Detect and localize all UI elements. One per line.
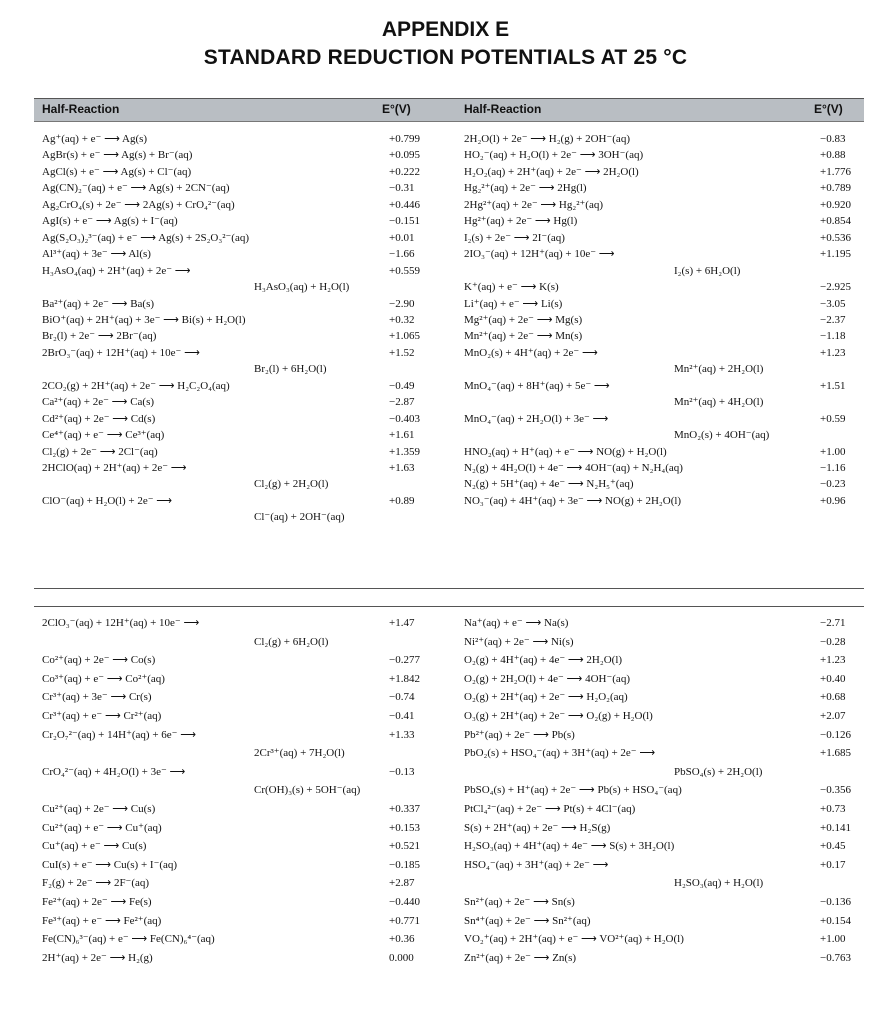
half-reaction-products: I₂(s) + 6H₂O(l) bbox=[674, 264, 741, 277]
half-reaction: Fe³⁺(aq) + e⁻ ⟶ Fe²⁺(aq) bbox=[42, 914, 162, 927]
half-reaction: Cr³⁺(aq) + e⁻ ⟶ Cr²⁺(aq) bbox=[42, 710, 162, 722]
reduction-potential: +0.789 bbox=[820, 182, 851, 195]
half-reaction: MnO₄⁻(aq) + 2H₂O(l) + 3e⁻ ⟶ bbox=[464, 412, 609, 425]
half-reaction: Mn²⁺(aq) + 2e⁻ ⟶ Mn(s) bbox=[464, 330, 583, 343]
reduction-potential: −2.90 bbox=[389, 297, 415, 310]
half-reaction: Na⁺(aq) + e⁻ ⟶ Na(s) bbox=[464, 617, 569, 629]
half-reaction: Cu²⁺(aq) + e⁻ ⟶ Cu⁺(aq) bbox=[42, 821, 162, 834]
half-reaction-products: Cl₂(g) + 2H₂O(l) bbox=[254, 478, 329, 491]
table-top-rule bbox=[34, 606, 864, 607]
reduction-potential: −0.74 bbox=[389, 691, 415, 704]
half-reaction: Br₂(l) + 2e⁻ ⟶ 2Br⁻(aq) bbox=[42, 330, 157, 343]
header-half-reaction-left: Half-Reaction bbox=[42, 102, 120, 116]
reduction-potential: −1.18 bbox=[820, 330, 846, 343]
half-reaction: O₂(g) + 4H⁺(aq) + 4e⁻ ⟶ 2H₂O(l) bbox=[464, 654, 623, 667]
half-reaction: Ni²⁺(aq) + 2e⁻ ⟶ Ni(s) bbox=[464, 635, 574, 648]
half-reaction: I₂(s) + 2e⁻ ⟶ 2I⁻(aq) bbox=[464, 231, 565, 244]
half-reaction: 2BrO₃⁻(aq) + 12H⁺(aq) + 10e⁻ ⟶ bbox=[42, 346, 200, 359]
reduction-table-block-2 bbox=[34, 606, 864, 968]
reduction-potential: −0.28 bbox=[820, 635, 846, 648]
reduction-potential: +1.52 bbox=[389, 346, 415, 359]
half-reaction-products: Cr(OH)₃(s) + 5OH⁻(aq) bbox=[254, 784, 361, 797]
reduction-potential: −0.356 bbox=[820, 784, 851, 797]
table-bottom-rule bbox=[34, 588, 864, 589]
reduction-potential: −0.763 bbox=[820, 951, 851, 964]
reduction-potential: +0.920 bbox=[820, 198, 851, 211]
reduction-potential: +2.07 bbox=[820, 710, 846, 722]
half-reaction-products: Mn²⁺(aq) + 2H₂O(l) bbox=[674, 363, 764, 376]
reduction-potential: +0.32 bbox=[389, 313, 415, 326]
reduction-potential: −2.71 bbox=[820, 617, 846, 629]
reduction-potential: +1.23 bbox=[820, 346, 846, 359]
half-reaction: Sn⁴⁺(aq) + 2e⁻ ⟶ Sn²⁺(aq) bbox=[464, 914, 591, 927]
half-reaction: 2H⁺(aq) + 2e⁻ ⟶ H₂(g) bbox=[42, 951, 153, 964]
half-reaction: AgI(s) + e⁻ ⟶ Ag(s) + I⁻(aq) bbox=[42, 215, 178, 228]
reduction-potential: +1.065 bbox=[389, 330, 420, 343]
reduction-potential: +0.446 bbox=[389, 198, 420, 211]
reduction-table-block-1 bbox=[34, 98, 864, 590]
half-reaction-products: Cl⁻(aq) + 2OH⁻(aq) bbox=[254, 511, 345, 524]
half-reaction: 2CO₂(g) + 2H⁺(aq) + 2e⁻ ⟶ H₂C₂O₄(aq) bbox=[42, 379, 230, 392]
reduction-potential: +0.095 bbox=[389, 149, 420, 162]
half-reaction: Co³⁺(aq) + e⁻ ⟶ Co²⁺(aq) bbox=[42, 672, 165, 685]
half-reaction: 2Hg²⁺(aq) + 2e⁻ ⟶ Hg₂²⁺(aq) bbox=[464, 198, 604, 211]
half-reaction: Cr³⁺(aq) + 3e⁻ ⟶ Cr(s) bbox=[42, 691, 152, 704]
half-reaction: Ba²⁺(aq) + 2e⁻ ⟶ Ba(s) bbox=[42, 297, 155, 310]
half-reaction: Hg₂²⁺(aq) + 2e⁻ ⟶ 2Hg(l) bbox=[464, 182, 587, 195]
reduction-potential: +0.559 bbox=[389, 264, 420, 277]
half-reaction-products: MnO₂(s) + 4OH⁻(aq) bbox=[674, 429, 770, 442]
half-reaction: AgCl(s) + e⁻ ⟶ Ag(s) + Cl⁻(aq) bbox=[42, 165, 192, 178]
half-reaction: AgBr(s) + e⁻ ⟶ Ag(s) + Br⁻(aq) bbox=[42, 149, 193, 162]
reduction-potential: +0.89 bbox=[389, 494, 415, 507]
half-reaction: S(s) + 2H⁺(aq) + 2e⁻ ⟶ H₂S(g) bbox=[464, 821, 611, 834]
reduction-potential: +0.854 bbox=[820, 215, 851, 228]
reduction-potential: +1.00 bbox=[820, 445, 846, 458]
reduction-potential: −2.37 bbox=[820, 313, 846, 326]
half-reaction: Ag⁺(aq) + e⁻ ⟶ Ag(s) bbox=[42, 133, 148, 145]
half-reaction: K⁺(aq) + e⁻ ⟶ K(s) bbox=[464, 281, 559, 294]
reduction-potential: +0.771 bbox=[389, 914, 420, 927]
half-reaction: Cr₂O₇²⁻(aq) + 14H⁺(aq) + 6e⁻ ⟶ bbox=[42, 728, 196, 741]
half-reaction: BiO⁺(aq) + 2H⁺(aq) + 3e⁻ ⟶ Bi(s) + H₂O(l) bbox=[42, 313, 246, 326]
reduction-potential: −0.31 bbox=[389, 182, 415, 195]
half-reaction: Mg²⁺(aq) + 2e⁻ ⟶ Mg(s) bbox=[464, 313, 583, 326]
reduction-potential: +0.521 bbox=[389, 840, 420, 853]
reduction-potential: −0.440 bbox=[389, 896, 420, 908]
reduction-potential: +0.337 bbox=[389, 803, 420, 815]
half-reaction: 2IO₃⁻(aq) + 12H⁺(aq) + 10e⁻ ⟶ bbox=[464, 248, 615, 261]
reduction-potential: +1.00 bbox=[820, 933, 846, 946]
reduction-potential: −0.49 bbox=[389, 379, 415, 392]
reduction-potential: +0.88 bbox=[820, 149, 846, 162]
reduction-potential: +1.61 bbox=[389, 429, 415, 442]
header-potential-right: E°(V) bbox=[814, 102, 843, 116]
half-reaction: HSO₄⁻(aq) + 3H⁺(aq) + 2e⁻ ⟶ bbox=[464, 858, 609, 871]
reduction-potential: +1.842 bbox=[389, 672, 420, 685]
reduction-potential: +0.40 bbox=[820, 672, 846, 685]
reduction-potential: +0.141 bbox=[820, 821, 851, 834]
reduction-potential: −1.16 bbox=[820, 462, 846, 474]
half-reaction: CuI(s) + e⁻ ⟶ Cu(s) + I⁻(aq) bbox=[42, 858, 178, 871]
half-reaction: NO₃⁻(aq) + 4H⁺(aq) + 3e⁻ ⟶ NO(g) + 2H₂O(l) bbox=[464, 494, 682, 507]
half-reaction-products: Mn²⁺(aq) + 4H₂O(l) bbox=[674, 396, 764, 409]
reduction-potential: −3.05 bbox=[820, 297, 846, 310]
half-reaction: PbSO₄(s) + H⁺(aq) + 2e⁻ ⟶ Pb(s) + HSO₄⁻(aq) bbox=[464, 784, 682, 797]
reduction-potential: −0.277 bbox=[389, 654, 420, 667]
reduction-potential: +2.87 bbox=[389, 877, 415, 890]
half-reaction: Fe(CN)₆³⁻(aq) + e⁻ ⟶ Fe(CN)₆⁴⁻(aq) bbox=[42, 933, 215, 946]
half-reaction: VO₂⁺(aq) + 2H⁺(aq) + e⁻ ⟶ VO²⁺(aq) + H₂O(l) bbox=[464, 933, 684, 946]
reduction-potential: +0.153 bbox=[389, 821, 420, 834]
reduction-potential: +1.63 bbox=[389, 462, 415, 474]
reduction-potential: −0.126 bbox=[820, 728, 851, 741]
reduction-potential: −2.87 bbox=[389, 396, 415, 409]
half-reaction: Ce⁴⁺(aq) + e⁻ ⟶ Ce³⁺(aq) bbox=[42, 429, 165, 442]
reduction-potential: −0.13 bbox=[389, 765, 415, 778]
reduction-potential: 0.000 bbox=[389, 951, 414, 964]
half-reaction: Cd²⁺(aq) + 2e⁻ ⟶ Cd(s) bbox=[42, 412, 156, 425]
half-reaction-products: 2Cr³⁺(aq) + 7H₂O(l) bbox=[254, 747, 345, 760]
half-reaction: 2H₂O(l) + 2e⁻ ⟶ H₂(g) + 2OH⁻(aq) bbox=[464, 133, 630, 145]
half-reaction: Zn²⁺(aq) + 2e⁻ ⟶ Zn(s) bbox=[464, 951, 577, 964]
half-reaction: Ag(CN)₂⁻(aq) + e⁻ ⟶ Ag(s) + 2CN⁻(aq) bbox=[42, 182, 230, 195]
half-reaction: 2HClO(aq) + 2H⁺(aq) + 2e⁻ ⟶ bbox=[42, 462, 187, 474]
half-reaction: Al³⁺(aq) + 3e⁻ ⟶ Al(s) bbox=[42, 248, 151, 261]
reduction-potential: +1.359 bbox=[389, 445, 420, 458]
half-reaction: ClO⁻(aq) + H₂O(l) + 2e⁻ ⟶ bbox=[42, 494, 173, 507]
reduction-potential: −1.66 bbox=[389, 248, 415, 261]
half-reaction: Co²⁺(aq) + 2e⁻ ⟶ Co(s) bbox=[42, 654, 156, 667]
half-reaction: H₂O₂(aq) + 2H⁺(aq) + 2e⁻ ⟶ 2H₂O(l) bbox=[464, 165, 639, 178]
page-title: APPENDIX E bbox=[381, 18, 510, 41]
reduction-potential: +1.195 bbox=[820, 248, 851, 261]
half-reaction-products: Cl₂(g) + 6H₂O(l) bbox=[254, 635, 329, 648]
reduction-potential: −0.41 bbox=[389, 710, 415, 722]
half-reaction: Sn²⁺(aq) + 2e⁻ ⟶ Sn(s) bbox=[464, 896, 575, 908]
reduction-potential: −0.23 bbox=[820, 478, 846, 491]
page-subtitle: STANDARD REDUCTION POTENTIALS AT 25 °C bbox=[203, 46, 688, 69]
half-reaction: Ca²⁺(aq) + 2e⁻ ⟶ Ca(s) bbox=[42, 396, 155, 409]
reduction-potential: +0.45 bbox=[820, 840, 846, 853]
half-reaction: Cu⁺(aq) + e⁻ ⟶ Cu(s) bbox=[42, 840, 147, 853]
half-reaction: HNO₂(aq) + H⁺(aq) + e⁻ ⟶ NO(g) + H₂O(l) bbox=[464, 445, 667, 458]
half-reaction: Pb²⁺(aq) + 2e⁻ ⟶ Pb(s) bbox=[464, 728, 575, 741]
half-reaction: CrO₄²⁻(aq) + 4H₂O(l) + 3e⁻ ⟶ bbox=[42, 765, 186, 778]
reduction-potential: +0.222 bbox=[389, 165, 420, 178]
half-reaction: Cl₂(g) + 2e⁻ ⟶ 2Cl⁻(aq) bbox=[42, 445, 158, 458]
half-reaction: PbO₂(s) + HSO₄⁻(aq) + 3H⁺(aq) + 2e⁻ ⟶ bbox=[464, 747, 656, 760]
reduction-potential: −0.136 bbox=[820, 896, 851, 908]
half-reaction: MnO₄⁻(aq) + 8H⁺(aq) + 5e⁻ ⟶ bbox=[464, 379, 610, 392]
reduction-potential: +1.51 bbox=[820, 379, 846, 392]
reduction-potential: +0.59 bbox=[820, 412, 846, 425]
reduction-potential: +1.685 bbox=[820, 747, 851, 760]
reduction-potential: −0.403 bbox=[389, 412, 420, 425]
half-reaction: Fe²⁺(aq) + 2e⁻ ⟶ Fe(s) bbox=[42, 896, 152, 908]
half-reaction-products: H₃AsO₃(aq) + H₂O(l) bbox=[254, 281, 350, 294]
table-header bbox=[34, 98, 864, 122]
reduction-potential: +1.33 bbox=[389, 728, 415, 741]
half-reaction: Ag₂CrO₄(s) + 2e⁻ ⟶ 2Ag(s) + CrO₄²⁻(aq) bbox=[42, 198, 235, 211]
reduction-potential: +0.96 bbox=[820, 494, 846, 507]
half-reaction: Li⁺(aq) + e⁻ ⟶ Li(s) bbox=[464, 297, 563, 310]
half-reaction-products: H₂SO₃(aq) + H₂O(l) bbox=[674, 877, 764, 890]
half-reaction: N₂(g) + 4H₂O(l) + 4e⁻ ⟶ 4OH⁻(aq) + N₂H₄(aq) bbox=[464, 462, 683, 474]
half-reaction: O₃(g) + 2H⁺(aq) + 2e⁻ ⟶ O₂(g) + H₂O(l) bbox=[464, 710, 653, 722]
half-reaction-products: PbSO₄(s) + 2H₂O(l) bbox=[674, 765, 763, 778]
reduction-potential: +0.17 bbox=[820, 858, 846, 871]
half-reaction: O₂(g) + 2H₂O(l) + 4e⁻ ⟶ 4OH⁻(aq) bbox=[464, 672, 630, 685]
half-reaction: F₂(g) + 2e⁻ ⟶ 2F⁻(aq) bbox=[42, 877, 150, 890]
reduction-potential: −0.151 bbox=[389, 215, 420, 228]
reduction-potential: +0.36 bbox=[389, 933, 415, 946]
half-reaction: Hg²⁺(aq) + 2e⁻ ⟶ Hg(l) bbox=[464, 215, 578, 228]
half-reaction: N₂(g) + 5H⁺(aq) + 4e⁻ ⟶ N₂H₅⁺(aq) bbox=[464, 478, 634, 491]
reduction-potential: −0.83 bbox=[820, 133, 846, 145]
reduction-potential: +0.799 bbox=[389, 133, 420, 145]
reduction-potential: +0.154 bbox=[820, 914, 851, 927]
reduction-potential: +0.68 bbox=[820, 691, 846, 704]
reduction-potential: +0.73 bbox=[820, 803, 846, 815]
reduction-potential: +0.536 bbox=[820, 231, 851, 244]
half-reaction: H₂SO₃(aq) + 4H⁺(aq) + 4e⁻ ⟶ S(s) + 3H₂O(l) bbox=[464, 840, 675, 853]
half-reaction: H₃AsO₄(aq) + 2H⁺(aq) + 2e⁻ ⟶ bbox=[42, 264, 191, 277]
half-reaction-products: Br₂(l) + 6H₂O(l) bbox=[254, 363, 327, 376]
half-reaction: MnO₂(s) + 4H⁺(aq) + 2e⁻ ⟶ bbox=[464, 346, 598, 359]
half-reaction: O₂(g) + 2H⁺(aq) + 2e⁻ ⟶ H₂O₂(aq) bbox=[464, 691, 628, 704]
reduction-potential: +0.01 bbox=[389, 231, 415, 244]
half-reaction: HO₂⁻(aq) + H₂O(l) + 2e⁻ ⟶ 3OH⁻(aq) bbox=[464, 149, 644, 162]
reduction-potential: +1.776 bbox=[820, 165, 851, 178]
reduction-potential: −0.185 bbox=[389, 858, 420, 871]
half-reaction: Cu²⁺(aq) + 2e⁻ ⟶ Cu(s) bbox=[42, 803, 156, 815]
reduction-potential: +1.23 bbox=[820, 654, 846, 667]
reduction-potential: +1.47 bbox=[389, 617, 415, 629]
half-reaction: PtCl₄²⁻(aq) + 2e⁻ ⟶ Pt(s) + 4Cl⁻(aq) bbox=[464, 803, 636, 815]
half-reaction: Ag(S₂O₃)₂³⁻(aq) + e⁻ ⟶ Ag(s) + 2S₂O₃²⁻(aq) bbox=[42, 231, 250, 244]
half-reaction: 2ClO₃⁻(aq) + 12H⁺(aq) + 10e⁻ ⟶ bbox=[42, 617, 200, 629]
reduction-potential: −2.925 bbox=[820, 281, 851, 294]
header-half-reaction-right: Half-Reaction bbox=[464, 102, 542, 116]
header-potential-left: E°(V) bbox=[382, 102, 411, 116]
